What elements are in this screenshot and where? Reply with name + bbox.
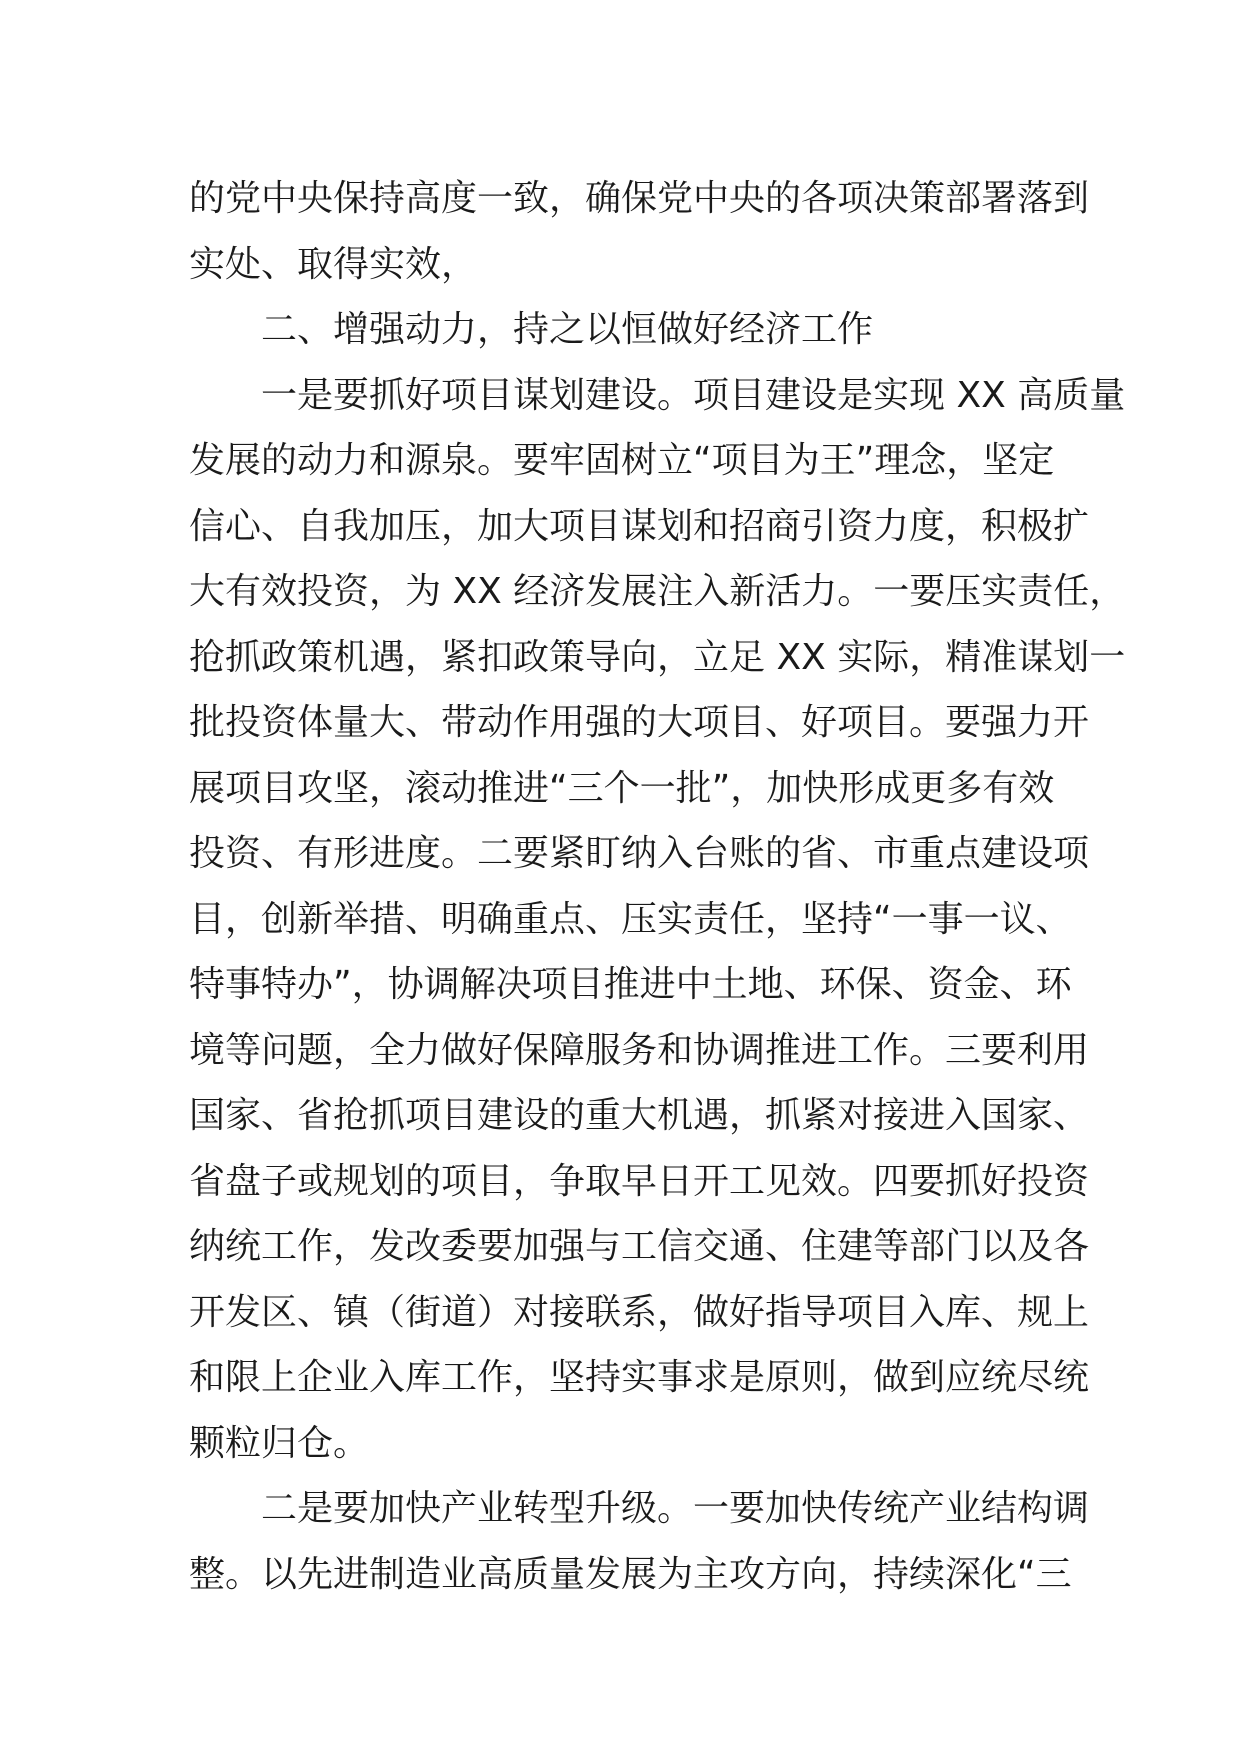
text-line: 信心、自我加压，加大项目谋划和招商引资力度，积极扩: [189, 505, 1090, 547]
text-line: 境等问题，全力做好保障服务和协调推进工作。三要利用: [189, 1029, 1090, 1071]
text-line: 发展的动力和源泉。要牢固树立“项目为王”理念，坚定: [189, 440, 1055, 481]
text-line: 国家、省抢抓项目建设的重大机遇，抓紧对接进入国家、: [189, 1095, 1090, 1136]
text-line: 大有效投资，为 XX 经济发展注入新活力。一要压实责任，: [189, 571, 1126, 612]
paragraph-continuation: [189, 166, 1090, 297]
text-line: 特事特办”，协调解决项目推进中土地、环保、资金、环: [189, 964, 1072, 1005]
text-line: 展项目攻坚，滚动推进“三个一批”，加快形成更多有效: [189, 767, 1055, 809]
text-line: 开发区、镇（街道）对接联系，做好指导项目入库、规上: [189, 1291, 1090, 1333]
text-line: 目，创新举措、明确重点、压实责任，坚持“一事一议、: [189, 898, 1072, 940]
text-line: 省盘子或规划的项目，争取早日开工见效。四要抓好投资: [189, 1160, 1090, 1202]
text-line: 纳统工作，发改委要加强与工信交通、住建等部门以及各: [189, 1226, 1090, 1267]
section-heading-text: 二、增强动力，持之以恒做好经济工作: [261, 309, 874, 350]
text-line: 抢抓政策机遇，紧扣政策导向，立足 XX 实际，精准谋划一: [189, 636, 1126, 678]
document-body: [189, 166, 1126, 1607]
text-line: 投资、有形进度。二要紧盯纳入台账的省、市重点建设项: [189, 833, 1090, 874]
text-line: 的党中央保持高度一致，确保党中央的各项决策部署落到: [189, 178, 1090, 219]
text-line: 一是要抓好项目谋划建设。项目建设是实现 XX 高质量: [261, 374, 1126, 416]
text-line: 批投资体量大、带动作用强的大项目、好项目。要强力开: [189, 702, 1090, 743]
text-line: 颗粒归仓。: [189, 1422, 370, 1464]
text-line: 和限上企业入库工作，坚持实事求是原则，做到应统尽统: [189, 1357, 1090, 1398]
section-heading: [189, 297, 1054, 363]
paragraph-item-1: [189, 363, 1126, 1477]
text-line: 二是要加快产业转型升级。一要加快传统产业结构调: [261, 1488, 1090, 1529]
paragraph-item-2: [189, 1476, 1090, 1607]
text-line: 实处、取得实效，: [189, 243, 478, 285]
text-line: 整。以先进制造业高质量发展为主攻方向，持续深化“三: [189, 1553, 1072, 1595]
